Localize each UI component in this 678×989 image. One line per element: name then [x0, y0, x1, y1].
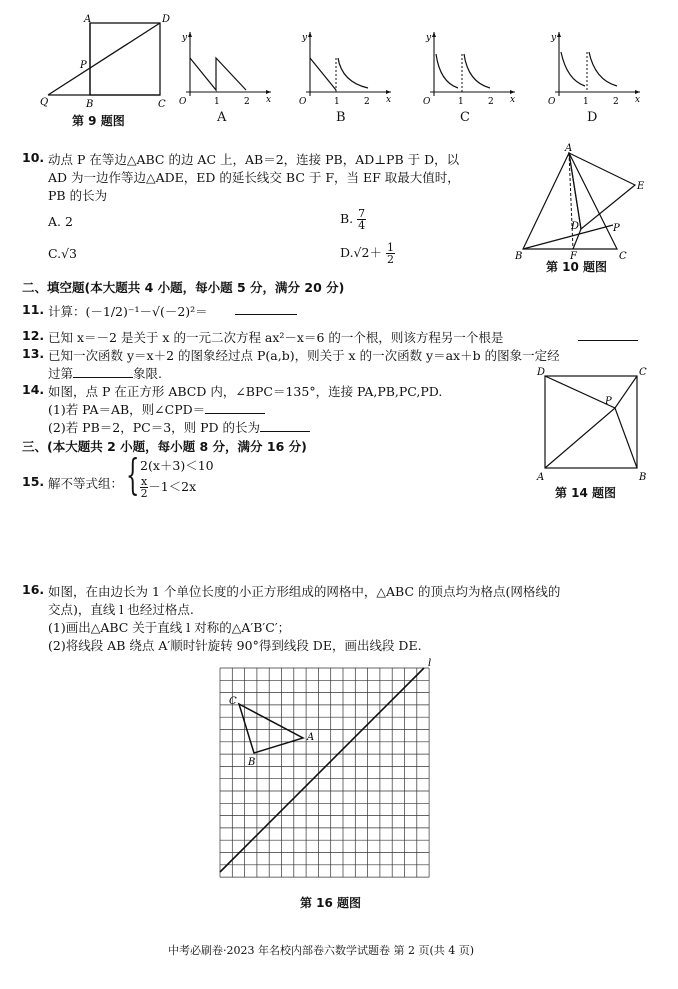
grid-lines	[220, 668, 429, 877]
graph-d-x: x	[635, 95, 641, 105]
q16-sub2: (2)将线段 AB 绕点 A′顺时针旋转 90°得到线段 DE，画出线段 DE.	[48, 638, 422, 653]
q13-line2-a: 过第	[48, 366, 74, 381]
q10-line3: PB 的长为	[48, 188, 108, 203]
q10-option-d-prefix: D.√2＋	[340, 245, 382, 260]
graph-option-b	[296, 30, 396, 110]
fig14-point-p: P	[605, 396, 612, 407]
fig14-point-a: A	[537, 472, 545, 483]
q14-sub2-blank[interactable]	[260, 431, 310, 432]
q13-number: 13.	[22, 346, 45, 361]
q10-option-d	[340, 242, 395, 265]
fig9-point-d: D	[162, 14, 171, 25]
q12-text: 已知 x＝－2 是关于 x 的一元二次方程 ax²－x＝6 的一个根，则该方程另一个根是	[48, 330, 504, 345]
q10-option-c: C.√3	[48, 246, 78, 261]
q13-line2-b: 象限.	[133, 366, 162, 381]
graph-b-2: 2	[364, 97, 370, 107]
fig10-point-a: A	[565, 143, 573, 154]
q10-option-b-den: 4	[358, 219, 366, 232]
q14-line1: 如图，点 P 在正方形 ABCD 内，∠BPC＝135°，连接 PA,PB,PC,PD.	[48, 384, 443, 399]
q11-answer-blank[interactable]	[235, 314, 297, 315]
q15-text: 解不等式组：	[48, 476, 124, 491]
q15-number: 15.	[22, 474, 45, 489]
fig14-caption: 第 14 题图	[555, 486, 617, 500]
graph-c-1: 1	[458, 97, 464, 107]
graph-b-o: O	[299, 97, 307, 107]
graph-option-c	[420, 30, 520, 110]
graph-d-1: 1	[583, 97, 589, 107]
graph-d-o: O	[548, 97, 556, 107]
q15-ineq2-den: 2	[140, 487, 148, 500]
q10-option-b-num: 7	[358, 207, 366, 220]
option-b-label: B	[336, 110, 346, 125]
fig14-point-d: D	[537, 367, 546, 378]
q14-number: 14.	[22, 382, 45, 397]
grid-point-b: B	[248, 757, 256, 768]
q12-answer-blank[interactable]	[578, 340, 638, 341]
graph-option-a	[176, 30, 276, 110]
graph-b-x: x	[386, 95, 392, 105]
q15-inequality-2	[140, 476, 196, 499]
q13-answer-blank[interactable]	[73, 377, 133, 378]
q16-number: 16.	[22, 582, 45, 597]
q10-option-d-num: 1	[386, 241, 394, 254]
graph-a-y: y	[182, 33, 188, 43]
section-3-heading: 三、(本大题共 2 小题，每小题 8 分，满分 16 分)	[22, 439, 307, 454]
q16-line1: 如图，在由边长为 1 个单位长度的小正方形组成的网格中，△ABC 的顶点均为格点(网格线的	[48, 584, 561, 599]
fig9-point-b: B	[86, 99, 94, 110]
fig14-point-b: B	[639, 472, 647, 483]
q14-sub1-blank[interactable]	[205, 413, 265, 414]
fig9-point-c: C	[158, 99, 166, 110]
q10-line2: AD 为一边作等边△ADE，ED 的延长线交 BC 于 F，当 EF 取最大值时，	[48, 170, 460, 185]
figure-14	[535, 367, 655, 483]
fig14-point-c: C	[639, 367, 647, 378]
option-a-label: A	[217, 110, 227, 125]
q14-sub2	[48, 418, 310, 436]
q13-line1: 已知一次函数 y＝x＋2 的图象经过点 P(a,b)，则关于 x 的一次函数 y＝ax＋b 的图象一定经	[48, 348, 560, 363]
graph-d-2: 2	[613, 97, 619, 107]
fig10-point-e: E	[637, 181, 645, 192]
figure-16-grid	[212, 660, 452, 890]
graph-b-1: 1	[334, 97, 340, 107]
line-l	[220, 668, 424, 872]
figure-9	[40, 15, 180, 110]
q10-option-a: A. 2	[48, 214, 73, 229]
fig10-point-c: C	[619, 251, 627, 262]
fig9-point-a: A	[84, 14, 92, 25]
q10-number: 10.	[22, 150, 45, 165]
graph-a-2: 2	[244, 97, 250, 107]
graph-d-y: y	[551, 33, 557, 43]
triangle-abc	[239, 704, 303, 753]
q10-option-d-fraction	[386, 242, 395, 265]
q11-number: 11.	[22, 302, 45, 317]
q15-ineq2-rest: －1＜2x	[148, 479, 197, 494]
graph-b-y: y	[302, 33, 308, 43]
fig10-caption: 第 10 题图	[546, 260, 608, 274]
q15-ineq2-fraction	[140, 476, 148, 499]
q14-sub1-text: (1)若 PA＝AB，则∠CPD＝	[48, 402, 206, 417]
option-c-label: C	[460, 110, 470, 125]
q13-line2	[48, 364, 162, 382]
fig10-point-d: D	[571, 221, 580, 232]
fig9-point-q: Q	[40, 97, 49, 108]
q10-option-b-prefix: B.	[340, 211, 354, 226]
graph-c-2: 2	[488, 97, 494, 107]
q15-ineq2-num: x	[141, 475, 148, 488]
q16-line2: 交点)，直线 l 也经过格点.	[48, 602, 194, 617]
fig10-point-b: B	[515, 251, 523, 262]
graph-option-d	[545, 30, 645, 110]
q14-sub1	[48, 400, 265, 418]
option-d-label: D	[587, 110, 598, 125]
fig9-point-p: P	[80, 60, 87, 71]
line-l-label: l	[428, 658, 432, 669]
graph-c-y: y	[426, 33, 432, 43]
fig10-point-p: P	[613, 223, 620, 234]
graph-c-x: x	[510, 95, 516, 105]
figure-10	[515, 145, 655, 260]
page-footer: 中考必刷卷·2023 年名校内部卷六数学试题卷 第 2 页(共 4 页)	[168, 944, 475, 957]
q15-inequality-1: 2(x＋3)＜10	[140, 458, 214, 473]
graph-a-o: O	[179, 97, 187, 107]
q10-option-b-fraction	[357, 208, 366, 231]
q16-sub1: (1)画出△ABC 关于直线 l 对称的△A′B′C′；	[48, 620, 291, 635]
q14-sub2-text: (2)若 PB＝2，PC＝3，则 PD 的长为	[48, 420, 261, 435]
fig10-point-f: F	[570, 251, 577, 262]
fig16-caption: 第 16 题图	[300, 896, 362, 910]
q10-line1: 动点 P 在等边△ABC 的边 AC 上，AB＝2，连接 PB，AD⊥PB 于 D，以	[48, 152, 460, 167]
grid-point-c: C	[229, 696, 237, 707]
q15-brace: {	[126, 450, 140, 499]
section-2-heading: 二、填空题(本大题共 4 小题，每小题 5 分，满分 20 分)	[22, 280, 345, 295]
graph-a-1: 1	[214, 97, 220, 107]
graph-c-o: O	[423, 97, 431, 107]
grid-point-a: A	[307, 732, 315, 743]
fig9-caption: 第 9 题图	[72, 114, 125, 128]
graph-a-x: x	[266, 95, 272, 105]
q10-option-d-den: 2	[386, 253, 394, 266]
q11-text: 计算：(－1/2)⁻¹－√(－2)²＝	[48, 304, 208, 319]
q10-option-b	[340, 208, 366, 231]
q12-number: 12.	[22, 328, 45, 343]
